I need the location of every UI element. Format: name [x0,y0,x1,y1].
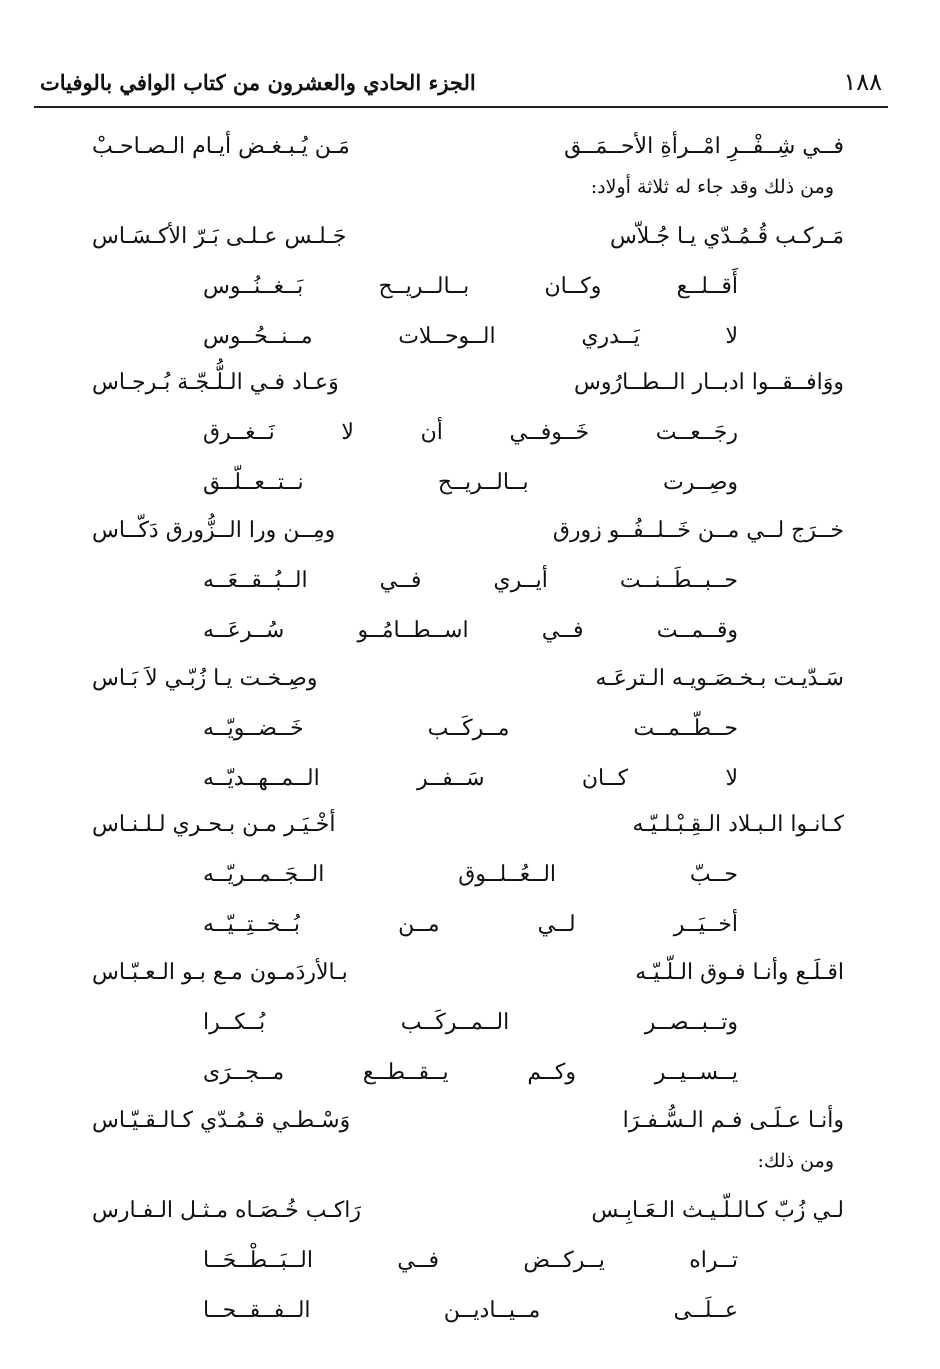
verse-second-hemistich: بـالأردَمـون مـع بـو الـعـبّـاس [92,960,348,985]
verse-first-hemistich: اقـلَـع وأنـا فـوق الـلّـيّـه [635,960,844,985]
verse-indented-line: وقــمــت فــي اســطــامُــو سُــرعَــه [203,618,738,643]
verse-indented-line: وصِــرت بــالــريــح نــتــعــلّــق [203,470,738,495]
verse-first-hemistich: وأنـا عـلَـى فـم الـسُّـفـرَا [622,1108,844,1133]
verse-first-hemistich: سَـدّيـت بـخـصَـويـه الـترعَـه [595,666,844,691]
prose-line: ومن ذلك: [757,1150,834,1172]
verse-indented-line: حــطّــمــت مــركَــب خَــضــويّــه [203,716,738,741]
verse-first-hemistich: مَـركـب قُـمُـدّي يـا جُـلاّس [609,224,844,249]
header-rule [34,106,888,108]
verse-first-hemistich: خــرَج لــي مــن خَــلــفُــو زورق [552,518,844,543]
verse-indented-line: أخــيَــر لــي مــن بُــخــتِــيّــه [203,912,738,937]
verse-indented-line: وتــبــصــر الــمــركَــب بُــكــرا [203,1010,738,1035]
verse-indented-line: لا يَــدري الــوحــلات مــنــحُــوس [203,324,738,349]
verse-indented-line: أَقــلــع وكــان بــالــريــح بَــغــنُــوس [203,274,738,299]
verse-indented-line: لا كــان سَــفــر الــمــهــديّــه [203,766,738,791]
verse-indented-line: حــبّ الــعُــلــوق الــجَــمــريّــه [203,862,738,887]
verse-first-hemistich: ووَافــقــوا ادبــار الــطــارُوس [574,370,844,395]
verse-first-hemistich: فــي شِــفْــرِ امْــرأةِ الأحــمَــق [564,134,844,159]
verse-second-hemistich: وصِـخـت يـا زُبّـي لاَ بَـاس [92,666,318,691]
page-number: ١٨٨ [843,68,882,96]
verse-second-hemistich: وَعـاد فـي الـلُّـجّـة بُـرجـاس [92,370,339,395]
verse-indented-line: رجَــعــت خَــوفــي أن لا نَــغــرق [203,420,738,445]
verse-indented-line: حــبــطَــنــت أيــري فــي الــبُــقــعَــه [203,568,738,593]
verse-line [92,132,844,164]
verse-first-hemistich: كـانـوا الـبـلاد الـقِـبْـلـيّـه [632,812,844,837]
running-title: الجزء الحادي والعشرون من كتاب الوافي بالوفيات [40,69,476,95]
verse-indented-line: تــراه يــركــض فــي الــبَــطْــحَــا [203,1248,738,1273]
verse-second-hemistich: جَـلـس عـلـى بَـرّ الأكـسَـاس [92,224,347,249]
verse-second-hemistich: وَسْـطـي قـمُـدّي كـالـقـيّـاس [92,1108,351,1133]
verse-second-hemistich: أخْـيَـر مـن بـحـري لـلـنـاس [92,812,336,837]
verse-line [92,810,844,842]
verse-line [92,664,844,696]
verse-second-hemistich: رَاكـب خُـصَـاه مـثـل الـفـارس [92,1198,362,1223]
verse-line [92,1196,844,1228]
verse-second-hemistich: ومِــن ورا الــزُّورق دَكّــاس [92,518,336,543]
verse-indented-line: يــســيــر وكــم يــقــطــع مــجــرَى [203,1060,738,1085]
running-header [40,62,882,102]
verse-second-hemistich: مَـن يُـبـغـض أيـام الـصـاحـبْ [92,134,350,159]
verse-line [92,222,844,254]
verse-line [92,368,844,400]
verse-first-hemistich: لـي زُبّ كـالـلّـيـث الـعَـابِـس [591,1198,844,1223]
verse-line [92,1106,844,1138]
verse-indented-line: عــلَــى مــيــاديــن الــفــقــحــا [203,1298,738,1323]
verse-line [92,958,844,990]
verse-line [92,516,844,548]
prose-line: ومن ذلك وقد جاء له ثلاثة أولاد: [590,176,834,198]
